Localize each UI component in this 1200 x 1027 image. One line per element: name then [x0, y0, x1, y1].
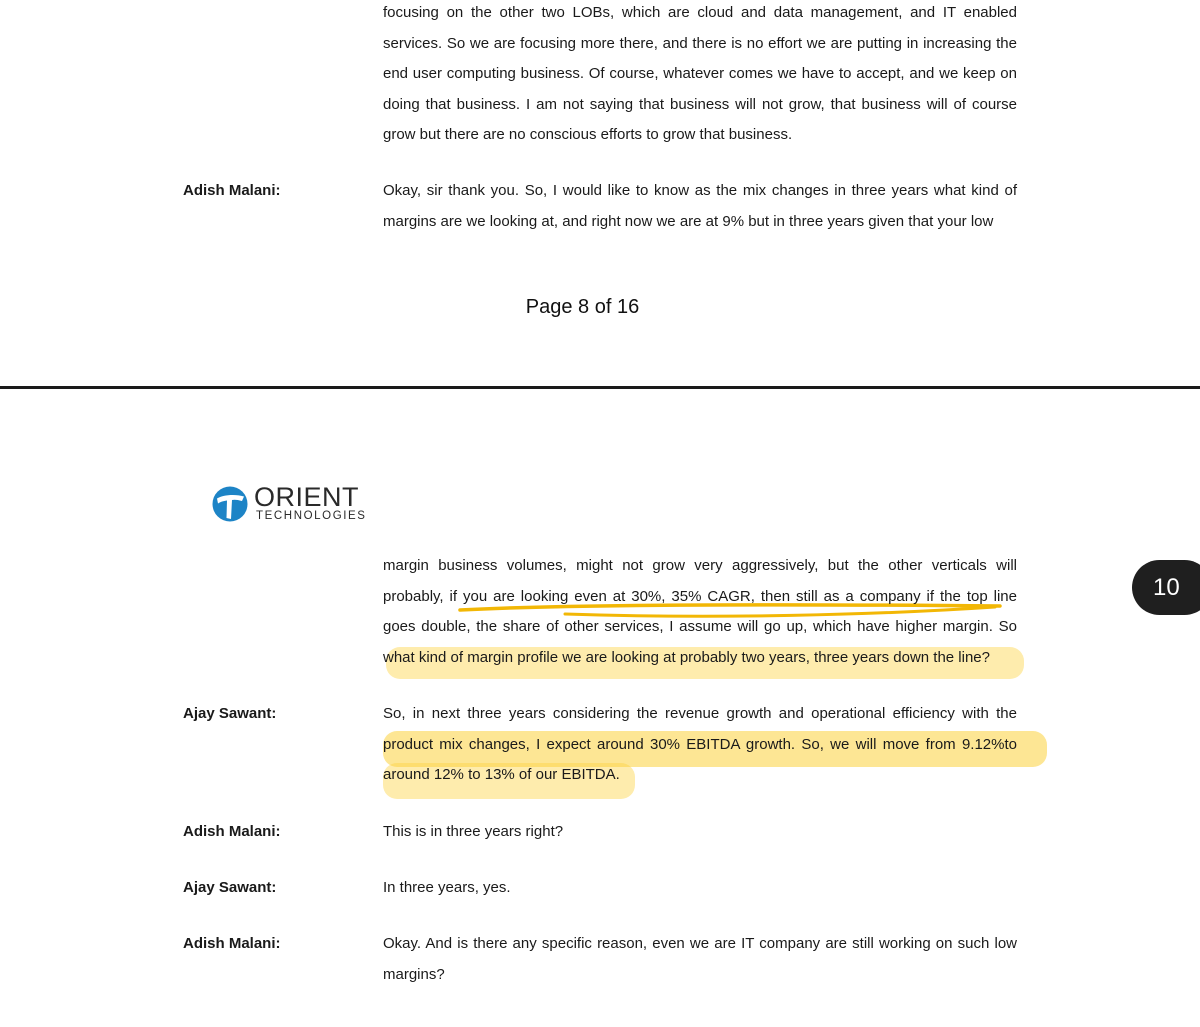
company-logo: [211, 484, 371, 526]
logo-wordmark: ORIENT: [254, 482, 360, 512]
answer-continuation-text: focusing on the other two LOBs, which are cloud and data management, and IT enabled services. So we are focusing more there, and there is no effort we are putting in increasing the end user computing business. Of course, whatever comes we have to accept, and we keep on doing that business. I am not saying that business will not grow, that business will of course grow but there are no conscious efforts to grow that business.: [383, 4, 1017, 144]
speaker-name: Ajay Sawant:: [183, 705, 277, 722]
answer-text: So, in next three years considering the revenue growth and operational efficiency with the product mix changes, I expect around 30% EBITDA growth. So, we will move from 9.12%to around 12% to 13% of our EBITDA.: [383, 705, 1017, 784]
speaker-name: Ajay Sawant:: [183, 879, 277, 896]
page-indicator-badge[interactable]: 10: [1132, 560, 1200, 615]
answer-text: In three years, yes.: [383, 879, 511, 896]
question-text: This is in three years right?: [383, 823, 564, 840]
page-number-footer: Page 8 of 16: [525, 296, 640, 318]
logo-subtitle: TECHNOLOGIES: [256, 510, 367, 522]
orient-logo-icon: [211, 485, 249, 523]
question-text: Okay, sir thank you. So, I would like to know as the mix changes in three years what kind of margins are we looking at, and right now we are at 9% but in three years given that your low: [383, 182, 1017, 230]
page-divider: [0, 386, 1200, 389]
question-continuation-text: margin business volumes, might not grow very aggressively, but the other verticals will probably, if you are looking even at 30%, 35% CAGR, then still as a company if the top line goes double, the share of other services, I assume will go up, which have higher margin. So what kind of margin profile we are looking at probably two years, three years down the line?: [383, 557, 1017, 666]
speaker-name: Adish Malani:: [183, 823, 281, 840]
speaker-name: Adish Malani:: [183, 182, 281, 199]
question-text: Okay. And is there any specific reason, even we are IT company are still working on such low margins?: [383, 935, 1017, 983]
speaker-name: Adish Malani:: [183, 935, 281, 952]
